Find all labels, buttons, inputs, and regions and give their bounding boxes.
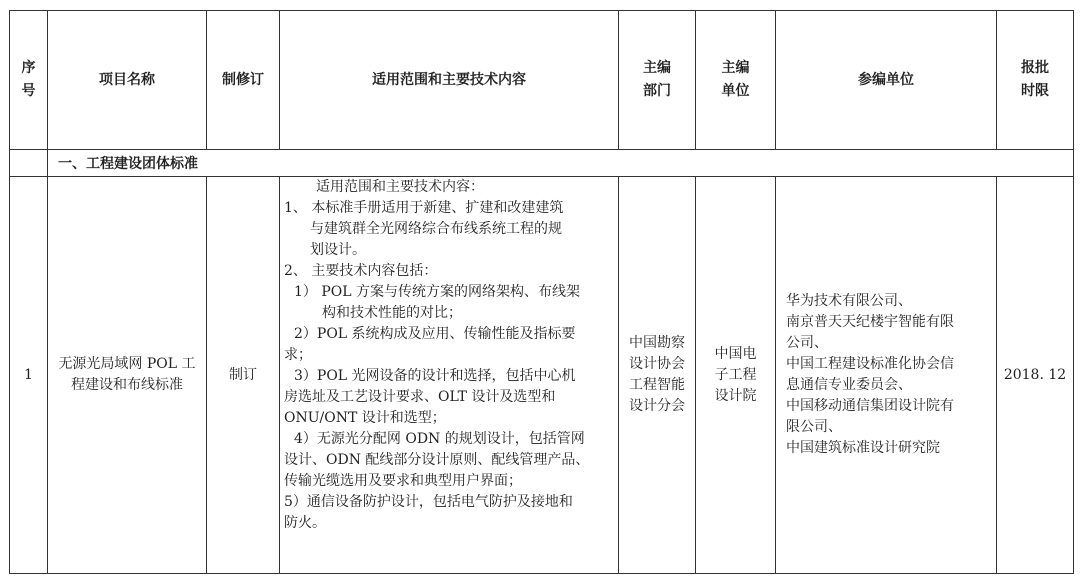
scope-line: 3）POL 光网设备的设计和选择，包括中心机 — [294, 368, 576, 384]
header-name: 项目名称 — [48, 11, 207, 150]
participant-line: 中国建筑标准设计研究院 — [786, 440, 940, 456]
participant-line: 限公司、 — [786, 419, 842, 435]
header-dept: 主编部门 — [619, 11, 696, 150]
scope-line: 房选址及工艺设计要求、OLT 设计及选型和 — [284, 389, 556, 405]
section-title: 一、工程建设团体标准 — [48, 150, 1074, 177]
row-deadline: 2018. 12 — [997, 177, 1074, 574]
header-participants: 参编单位 — [776, 11, 997, 150]
scope-line: 2、 主要技术内容包括： — [284, 263, 438, 279]
scope-line: 2）POL 系统构成及应用、传输性能及指标要 — [294, 326, 576, 342]
participant-line: 南京普天天纪楼宇智能有限 — [786, 314, 954, 330]
header-unit: 主编单位 — [696, 11, 776, 150]
row-unit: 中国电子工程设计院 — [696, 177, 776, 574]
section-seq-blank — [10, 150, 48, 177]
participant-line: 中国移动通信集团设计院有 — [786, 398, 954, 414]
row-seq: 1 — [10, 177, 48, 574]
scope-line: 1、 本标准手册适用于新建、扩建和改建建筑 — [284, 200, 564, 216]
header-scope: 适用范围和主要技术内容 — [280, 11, 619, 150]
row-type: 制订 — [207, 177, 280, 574]
participant-line: 公司、 — [786, 335, 828, 351]
section-row — [10, 150, 1074, 177]
header-type: 制修订 — [207, 11, 280, 150]
scope-line: 设计、ODN 配线部分设计原则、配线管理产品、 — [284, 452, 590, 468]
row-dept: 中国勘察设计协会工程智能设计分会 — [619, 177, 696, 574]
header-deadline: 报批时限 — [997, 11, 1074, 150]
scope-line: 划设计。 — [310, 242, 366, 258]
scope-line: 适用范围和主要技术内容： — [316, 179, 484, 195]
row-participants — [776, 177, 997, 574]
scope-line: 与建筑群全光网络综合布线系统工程的规 — [310, 221, 562, 237]
header-row — [10, 11, 1074, 150]
participant-line: 息通信专业委员会、 — [786, 377, 912, 393]
scope-line: 4）无源光分配网 ODN 的规划设计，包括管网 — [294, 431, 585, 447]
table-row — [10, 177, 1074, 574]
header-seq: 序号 — [10, 11, 48, 150]
row-scope — [280, 177, 619, 574]
scope-line: 求； — [284, 347, 312, 363]
row-name: 无源光局域网 POL 工程建设和布线标准 — [48, 177, 207, 574]
scope-line: 5）通信设备防护设计，包括电气防护及接地和 — [284, 494, 573, 510]
scope-line: 防火。 — [284, 515, 326, 531]
scope-line: ONU/ONT 设计和选型； — [284, 410, 446, 426]
participant-line: 中国工程建设标准化协会信 — [786, 356, 954, 372]
standards-table — [9, 10, 1074, 574]
scope-line: 传输光缆选用及要求和典型用户界面； — [284, 473, 522, 489]
scope-line: 1） POL 方案与传统方案的网络架构、布线架 — [294, 284, 581, 300]
participant-line: 华为技术有限公司、 — [786, 293, 912, 309]
scope-line: 构和技术性能的对比； — [322, 305, 462, 321]
